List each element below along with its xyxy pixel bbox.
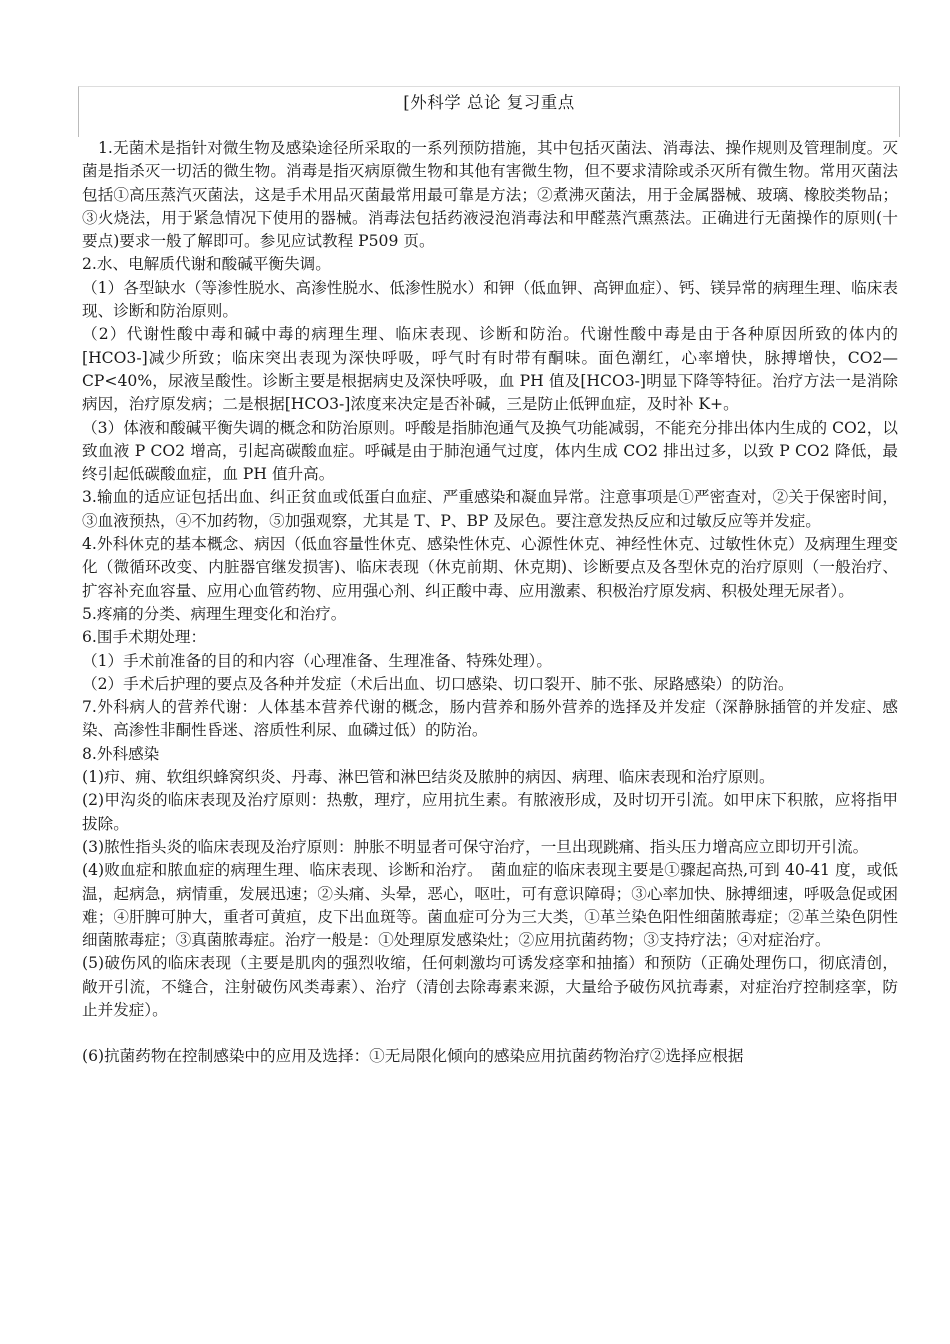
paragraph-9: 6.围手术期处理：	[82, 628, 207, 647]
paragraph-4: （2）代谢性酸中毒和碱中毒的病理生理、临床表现、诊断和防治。代谢性酸中毒是由于各种原因所致的体内的[HCO3-]减少所致；临床突出表现为深快呼吸，呼气时有时带有酮味。面色潮红，心率增快，脉搏增快，CO2—CP<40%，尿液呈酸性。诊断主要是根据病史及深快呼吸，血 PH 值及[HCO3-]明显下降等特征。治疗方法一是消除病因，治疗原发病；二是根据[HCO3-]浓度来决定是否补碱，三是防止低钾血症，及时补 K+。	[82, 325, 898, 414]
page-title: [外科学 总论 复习重点	[403, 93, 575, 112]
paragraph-14: (1)疖、痈、软组织蜂窝织炎、丹毒、淋巴管和淋巴结炎及脓肿的病因、病理、临床表现和治疗原则。	[82, 768, 775, 787]
paragraph-3: （1）各型缺水（等渗性脱水、高渗性脱水、低渗性脱水）和钾（低血钾、高钾血症）、钙、镁异常的病理生理、临床表现、诊断和防治原则。	[82, 278, 898, 321]
blank-line	[82, 1022, 898, 1045]
paragraph-18: (5)破伤风的临床表现（主要是肌肉的强烈收缩，任何刺激均可诱发痉挛和抽搐）和预防（正确处理伤口，彻底清创，敞开引流，不缝合，注射破伤风类毒素）、治疗（清创去除毒素来源，大量给予破伤风抗毒素，对症治疗控制痉挛，防止并发症）。	[82, 954, 898, 1019]
paragraph-19: (6)抗菌药物在控制感染中的应用及选择：①无局限化倾向的感染应用抗菌药物治疗②选择应根据	[82, 1047, 744, 1066]
paragraph-1: 1.无菌术是指针对微生物及感染途径所采取的一系列预防措施，其中包括灭菌法、消毒法、操作规则及管理制度。灭菌是指杀灭一切活的微生物。消毒是指灭病原微生物和其他有害微生物，但不要求清除或杀灭所有微生物。常用灭菌法包括①高压蒸汽灭菌法，这是手术用品灭菌最常用最可靠是方法；②煮沸灭菌法，用于金属器械、玻璃、橡胶类物品；③火烧法，用于紧急情况下使用的器械。消毒法包括药液浸泡消毒法和甲醛蒸汽熏蒸法。正确进行无菌操作的原则(十要点)要求一般了解即可。参见应试教程 P509 页。	[82, 139, 898, 251]
paragraph-16: (3)脓性指头炎的临床表现及治疗原则：肿胀不明显者可保守治疗，一旦出现跳痛、指头压力增高应立即切开引流。	[82, 837, 869, 856]
paragraph-15: (2)甲沟炎的临床表现及治疗原则：热敷，理疗，应用抗生素。有脓液形成，及时切开引流。如甲床下积脓，应将指甲拔除。	[82, 791, 898, 833]
paragraph-2: 2.水、电解质代谢和酸碱平衡失调。	[82, 255, 331, 274]
document-body	[82, 137, 898, 1069]
paragraph-6: 3.输血的适应证包括出血、纠正贫血或低蛋白血症、严重感染和凝血异常。注意事项是①严密查对，②关于保密时间，③血液预热，④不加药物，⑤加强观察，尤其是 T、P、BP 及尿色。要注意发热反应和过敏反应等并发症。	[82, 488, 898, 530]
paragraph-13: 8.外科感染	[82, 744, 160, 763]
paragraph-7: 4.外科休克的基本概念、病因（低血容量性休克、感染性休克、心源性休克、神经性休克、过敏性休克）及病理生理变化（微循环改变、内脏器官继发损害)、临床表现（休克前期、休克期)、诊断要点及各型休克的治疗原则（一般治疗、扩容补充血容量、应用心血管药物、应用强心剂、纠正酸中毒、应用激素、积极治疗原发病、积极处理无尿者）。	[82, 535, 898, 600]
paragraph-12: 7.外科病人的营养代谢：人体基本营养代谢的概念，肠内营养和肠外营养的选择及并发症（深静脉插管的并发症、感染、高渗性非酮性昏迷、溶质性利尿、血磷过低）的防治。	[82, 698, 898, 740]
paragraph-5: （3）体液和酸碱平衡失调的概念和防治原则。呼酸是指肺泡通气及换气功能减弱，不能充分排出体内生成的 CO2，以致血液 P CO2 增高，引起高碳酸血症。呼碱是由于肺泡通气过度，体内生成 CO2 排出过多，以致 P CO2 降低，最终引起低碳酸血症，血 PH 值升高。	[82, 418, 898, 484]
paragraph-10: （1）手术前准备的目的和内容（心理准备、生理准备、特殊处理）。	[82, 651, 552, 670]
header-box	[78, 86, 900, 137]
paragraph-8: 5.疼痛的分类、病理生理变化和治疗。	[82, 604, 347, 623]
paragraph-11: （2）手术后护理的要点及各种并发症（术后出血、切口感染、切口裂开、肺不张、尿路感染）的防治。	[82, 674, 794, 693]
paragraph-17: (4)败血症和脓血症的病理生理、临床表现、诊断和治疗。 菌血症的临床表现主要是①骤起高热,可到 40-41 度，或低温，起病急，病情重，发展迅速；②头痛、头晕，恶心，呕吐，可有意识障碍；③心率加快、脉搏细速，呼吸急促或困难；④肝脾可肿大，重者可黄疸，皮下出血斑等。菌血症可分为三大类，①革兰染色阳性细菌脓毒症；②革兰染色阴性细菌脓毒症；③真菌脓毒症。治疗一般是：①处理原发感染灶；②应用抗菌药物；③支持疗法；④对症治疗。	[82, 861, 898, 950]
